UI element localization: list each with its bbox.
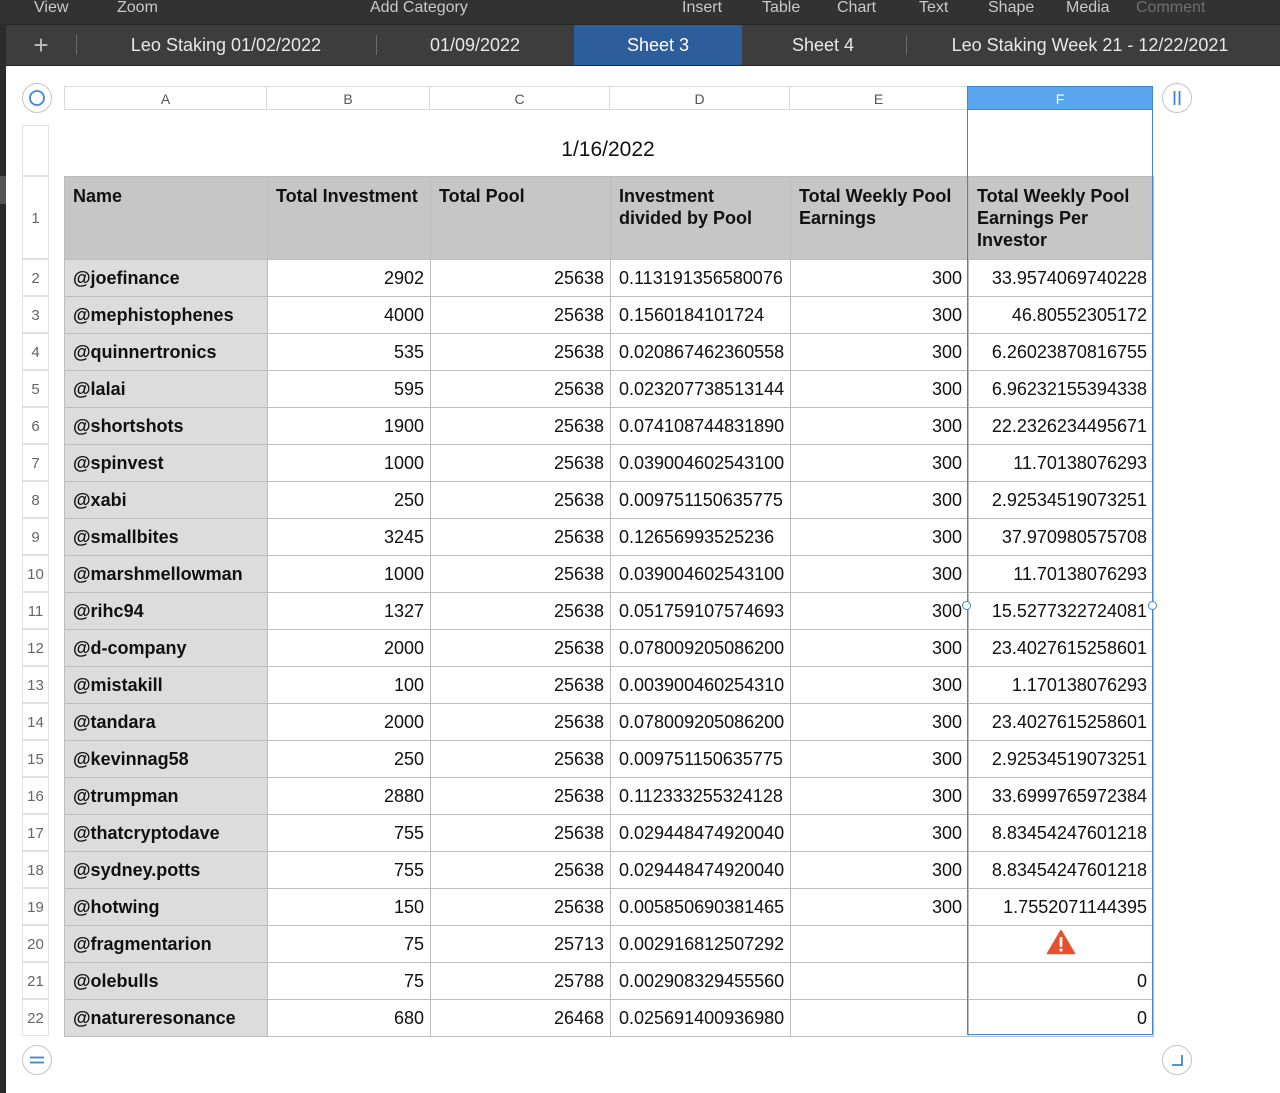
cell-total-pool[interactable]: 25638: [431, 260, 611, 297]
row-header[interactable]: 13: [22, 666, 49, 703]
cell-total-pool[interactable]: 25638: [431, 445, 611, 482]
resize-table-handle[interactable]: [1162, 1045, 1192, 1075]
add-sheet-button[interactable]: +: [33, 30, 49, 60]
cell-weekly-earnings[interactable]: 300: [791, 297, 969, 334]
cell-investment-ratio[interactable]: 0.009751150635775: [611, 741, 791, 778]
cell-earnings-per-investor[interactable]: 15.5277322724081: [969, 593, 1154, 630]
table-row: [65, 1000, 1154, 1037]
column-header-bar: [64, 86, 1154, 110]
cell-weekly-earnings[interactable]: 300: [791, 519, 969, 556]
cell-name[interactable]: @rihc94: [65, 593, 268, 630]
cell-investment-ratio[interactable]: 0.025691400936980: [611, 1000, 791, 1037]
cell-weekly-earnings[interactable]: 300: [791, 852, 969, 889]
cell-total-pool[interactable]: 25638: [431, 630, 611, 667]
cell-weekly-earnings[interactable]: 300: [791, 593, 969, 630]
column-header-f[interactable]: F: [967, 86, 1153, 110]
circle-select-icon: [23, 84, 51, 112]
cell-earnings-per-investor[interactable]: 1.7552071144395: [969, 889, 1154, 926]
cell-total-pool[interactable]: 25713: [431, 926, 611, 963]
header-earnings-per-investor[interactable]: Total Weekly Pool Earnings Per Investor: [969, 177, 1154, 260]
row-header[interactable]: 5: [22, 370, 49, 407]
cell-name[interactable]: @natureresonance: [65, 1000, 268, 1037]
cell-weekly-earnings[interactable]: [791, 963, 969, 1000]
row-header[interactable]: 4: [22, 333, 49, 370]
table-row: [65, 482, 1154, 519]
cell-investment-ratio[interactable]: 0.003900460254310: [611, 667, 791, 704]
column-header-b[interactable]: B: [266, 86, 430, 110]
select-table-button[interactable]: [22, 83, 52, 113]
cell-investment-ratio[interactable]: 0.12656993525236: [611, 519, 791, 556]
tab-sheet-3[interactable]: Sheet 3: [574, 25, 742, 65]
selection-handle-left[interactable]: [962, 601, 971, 610]
toolbar: [0, 0, 1280, 24]
cell-name[interactable]: @shortshots: [65, 408, 268, 445]
toolbar-comment[interactable]: Comment: [1136, 0, 1206, 16]
cell-weekly-earnings[interactable]: 300: [791, 408, 969, 445]
table-row: [65, 297, 1154, 334]
row-header[interactable]: 15: [22, 740, 49, 777]
column-header-d[interactable]: D: [609, 86, 790, 110]
cell-investment-ratio[interactable]: 0.1560184101724: [611, 297, 791, 334]
cell-earnings-per-investor[interactable]: 22.2326234495671: [969, 408, 1154, 445]
column-header-c[interactable]: C: [429, 86, 610, 110]
cell-total-investment[interactable]: 1000: [268, 556, 431, 593]
table-row: [65, 815, 1154, 852]
toolbar-text[interactable]: Text: [919, 0, 949, 16]
cell-total-pool[interactable]: 25638: [431, 889, 611, 926]
cell-earnings-per-investor[interactable]: 33.6999765972384: [969, 778, 1154, 815]
header-name[interactable]: Name: [65, 177, 268, 260]
cell-weekly-earnings[interactable]: 300: [791, 815, 969, 852]
cell-total-investment[interactable]: 75: [268, 926, 431, 963]
cell-name[interactable]: @fragmentarion: [65, 926, 268, 963]
cell-investment-ratio[interactable]: 0.074108744831890: [611, 408, 791, 445]
cell-name[interactable]: @olebulls: [65, 963, 268, 1000]
cell-investment-ratio[interactable]: 0.039004602543100: [611, 556, 791, 593]
toolbar-chart[interactable]: Chart: [837, 0, 877, 16]
cell-name[interactable]: @marshmellowman: [65, 556, 268, 593]
cell-investment-ratio[interactable]: 0.029448474920040: [611, 815, 791, 852]
cell-total-investment[interactable]: 2902: [268, 260, 431, 297]
row-header[interactable]: 7: [22, 444, 49, 481]
row-header[interactable]: 16: [22, 777, 49, 814]
cell-total-pool[interactable]: 25638: [431, 556, 611, 593]
header-total-pool[interactable]: Total Pool: [431, 177, 611, 260]
cell-investment-ratio[interactable]: 0.039004602543100: [611, 445, 791, 482]
cell-total-investment[interactable]: 75: [268, 963, 431, 1000]
cell-investment-ratio[interactable]: 0.112333255324128: [611, 778, 791, 815]
cell-total-pool[interactable]: 25638: [431, 334, 611, 371]
row-header[interactable]: 8: [22, 481, 49, 518]
cell-total-pool[interactable]: 25638: [431, 778, 611, 815]
row-header[interactable]: 3: [22, 296, 49, 333]
cell-earnings-per-investor[interactable]: 46.80552305172: [969, 297, 1154, 334]
toolbar-table[interactable]: Table: [762, 0, 801, 16]
row-header[interactable]: 12: [22, 629, 49, 666]
cell-name[interactable]: @d-company: [65, 630, 268, 667]
row-header[interactable]: 10: [22, 555, 49, 592]
column-handle-icon: [1163, 84, 1191, 112]
cell-total-investment[interactable]: 1900: [268, 408, 431, 445]
cell-total-investment[interactable]: 595: [268, 371, 431, 408]
table-row: [65, 704, 1154, 741]
cell-total-pool[interactable]: 25788: [431, 963, 611, 1000]
cell-weekly-earnings[interactable]: 300: [791, 741, 969, 778]
row-header-1[interactable]: 1: [22, 176, 49, 259]
selection-handle-right[interactable]: [1148, 601, 1157, 610]
cell-total-investment[interactable]: 250: [268, 482, 431, 519]
cell-earnings-per-investor[interactable]: 0: [969, 1000, 1154, 1037]
tab-separator: [906, 35, 907, 55]
cell-name[interactable]: @mephistophenes: [65, 297, 268, 334]
cell-weekly-earnings[interactable]: 300: [791, 630, 969, 667]
cell-total-pool[interactable]: 25638: [431, 704, 611, 741]
add-column-handle[interactable]: [1162, 83, 1192, 113]
table-row: [65, 630, 1154, 667]
row-header[interactable]: 14: [22, 703, 49, 740]
tab-leo-staking-01-02-2022[interactable]: Leo Staking 01/02/2022: [130, 35, 322, 55]
cell-total-pool[interactable]: 25638: [431, 297, 611, 334]
cell-total-pool[interactable]: 26468: [431, 1000, 611, 1037]
cell-weekly-earnings[interactable]: [791, 1000, 969, 1037]
cell-total-pool[interactable]: 25638: [431, 852, 611, 889]
cell-total-pool[interactable]: 25638: [431, 593, 611, 630]
staking-table: [64, 176, 1154, 1037]
tab-01-09-2022[interactable]: 01/09/2022: [429, 35, 521, 55]
add-row-handle[interactable]: [22, 1045, 52, 1075]
cell-total-investment[interactable]: 755: [268, 815, 431, 852]
cell-total-investment[interactable]: 2880: [268, 778, 431, 815]
cell-name[interactable]: @sydney.potts: [65, 852, 268, 889]
cell-name[interactable]: @tandara: [65, 704, 268, 741]
table-row: [65, 667, 1154, 704]
header-row: [65, 177, 1154, 260]
cell-investment-ratio[interactable]: 0.002916812507292: [611, 926, 791, 963]
cell-total-pool[interactable]: 25638: [431, 519, 611, 556]
cell-total-pool[interactable]: 25638: [431, 371, 611, 408]
cell-name[interactable]: @spinvest: [65, 445, 268, 482]
table-row: [65, 852, 1154, 889]
table-row: [65, 334, 1154, 371]
toolbar-media[interactable]: Media: [1066, 0, 1110, 16]
cell-total-investment[interactable]: 3245: [268, 519, 431, 556]
cell-investment-ratio[interactable]: 0.020867462360558: [611, 334, 791, 371]
cell-name[interactable]: @hotwing: [65, 889, 268, 926]
cell-earnings-per-investor[interactable]: 23.4027615258601: [969, 704, 1154, 741]
warning-icon[interactable]: [1046, 929, 1076, 955]
table-row: [65, 556, 1154, 593]
header-total-investment[interactable]: Total Investment: [268, 177, 431, 260]
cell-earnings-per-investor[interactable]: [969, 926, 1154, 963]
cell-investment-ratio[interactable]: 0.029448474920040: [611, 852, 791, 889]
sheet-tab-bar: [6, 24, 1280, 66]
cell-earnings-per-investor[interactable]: 0: [969, 963, 1154, 1000]
tab-sheet-4[interactable]: Sheet 4: [791, 35, 855, 55]
row-header[interactable]: 22: [22, 999, 49, 1036]
cell-earnings-per-investor[interactable]: 11.70138076293: [969, 445, 1154, 482]
toolbar-zoom[interactable]: Zoom: [117, 0, 158, 16]
row-header[interactable]: 17: [22, 814, 49, 851]
cell-investment-ratio[interactable]: 0.005850690381465: [611, 889, 791, 926]
table-row: [65, 741, 1154, 778]
row-header[interactable]: 19: [22, 888, 49, 925]
corner-resize-icon: [1163, 1046, 1191, 1074]
toolbar-insert[interactable]: Insert: [682, 0, 723, 16]
cell-total-investment[interactable]: 250: [268, 741, 431, 778]
cell-name[interactable]: @lalai: [65, 371, 268, 408]
cell-earnings-per-investor[interactable]: 1.170138076293: [969, 667, 1154, 704]
cell-total-investment[interactable]: 2000: [268, 630, 431, 667]
cell-earnings-per-investor[interactable]: 11.70138076293: [969, 556, 1154, 593]
cell-name[interactable]: @thatcryptodave: [65, 815, 268, 852]
toolbar-view[interactable]: View: [34, 0, 69, 16]
header-investment-divided-by-pool[interactable]: Investment divided by Pool: [611, 177, 791, 260]
cell-name[interactable]: @trumpman: [65, 778, 268, 815]
column-header-e[interactable]: E: [789, 86, 968, 110]
table-row: [65, 445, 1154, 482]
cell-earnings-per-investor[interactable]: 23.4027615258601: [969, 630, 1154, 667]
cell-investment-ratio[interactable]: 0.078009205086200: [611, 630, 791, 667]
cell-earnings-per-investor[interactable]: 8.83454247601218: [969, 815, 1154, 852]
column-header-a[interactable]: A: [64, 86, 267, 110]
cell-weekly-earnings[interactable]: 300: [791, 667, 969, 704]
cell-earnings-per-investor[interactable]: 33.9574069740228: [969, 260, 1154, 297]
edge-marker: [0, 176, 6, 204]
toolbar-add-category[interactable]: Add Category: [370, 0, 468, 16]
cell-name[interactable]: @kevinnag58: [65, 741, 268, 778]
cell-weekly-earnings[interactable]: 300: [791, 445, 969, 482]
table-row: [65, 778, 1154, 815]
table-row: [65, 963, 1154, 1000]
cell-total-investment[interactable]: 1000: [268, 445, 431, 482]
cell-earnings-per-investor[interactable]: 2.92534519073251: [969, 482, 1154, 519]
cell-total-investment[interactable]: 4000: [268, 297, 431, 334]
cell-weekly-earnings[interactable]: 300: [791, 482, 969, 519]
cell-total-pool[interactable]: 25638: [431, 667, 611, 704]
cell-earnings-per-investor[interactable]: 8.83454247601218: [969, 852, 1154, 889]
cell-weekly-earnings[interactable]: [791, 926, 969, 963]
cell-investment-ratio[interactable]: 0.113191356580076: [611, 260, 791, 297]
cell-total-pool[interactable]: 25638: [431, 482, 611, 519]
cell-weekly-earnings[interactable]: 300: [791, 556, 969, 593]
cell-investment-ratio[interactable]: 0.002908329455560: [611, 963, 791, 1000]
cell-total-pool[interactable]: 25638: [431, 815, 611, 852]
row-header[interactable]: 18: [22, 851, 49, 888]
cell-total-investment[interactable]: 755: [268, 852, 431, 889]
cell-total-pool[interactable]: 25638: [431, 741, 611, 778]
toolbar-shape[interactable]: Shape: [988, 0, 1035, 16]
cell-total-investment[interactable]: 100: [268, 667, 431, 704]
cell-total-investment[interactable]: 150: [268, 889, 431, 926]
cell-total-investment[interactable]: 535: [268, 334, 431, 371]
cell-name[interactable]: @quinnertronics: [65, 334, 268, 371]
header-total-weekly-pool-earnings[interactable]: Total Weekly Pool Earnings: [791, 177, 969, 260]
cell-earnings-per-investor[interactable]: 6.26023870816755: [969, 334, 1154, 371]
table-row: [65, 519, 1154, 556]
cell-total-pool[interactable]: 25638: [431, 408, 611, 445]
row-header[interactable]: 21: [22, 962, 49, 999]
cell-investment-ratio[interactable]: 0.051759107574693: [611, 593, 791, 630]
row-header[interactable]: 20: [22, 925, 49, 962]
cell-earnings-per-investor[interactable]: 6.96232155394338: [969, 371, 1154, 408]
row-header[interactable]: 11: [22, 592, 49, 629]
cell-weekly-earnings[interactable]: 300: [791, 334, 969, 371]
cell-weekly-earnings[interactable]: 300: [791, 704, 969, 741]
table-row: [65, 889, 1154, 926]
tab-leo-staking-week-21[interactable]: Leo Staking Week 21 - 12/22/2021: [951, 35, 1229, 55]
cell-total-investment[interactable]: 1327: [268, 593, 431, 630]
cell-investment-ratio[interactable]: 0.078009205086200: [611, 704, 791, 741]
table-row: [65, 593, 1154, 630]
cell-investment-ratio[interactable]: 0.009751150635775: [611, 482, 791, 519]
table-row: [65, 260, 1154, 297]
table-row: [65, 926, 1154, 963]
row-handle-icon: [23, 1046, 51, 1074]
table-row: [65, 408, 1154, 445]
cell-name[interactable]: @joefinance: [65, 260, 268, 297]
row-header[interactable]: 2: [22, 259, 49, 296]
cell-earnings-per-investor[interactable]: 2.92534519073251: [969, 741, 1154, 778]
row-header[interactable]: 6: [22, 407, 49, 444]
table-row: [65, 371, 1154, 408]
cell-weekly-earnings[interactable]: 300: [791, 260, 969, 297]
window-left-edge: [0, 24, 6, 1093]
cell-name[interactable]: @mistakill: [65, 667, 268, 704]
row-header-title[interactable]: [22, 125, 49, 176]
sheet-title[interactable]: 1/16/2022: [561, 138, 655, 161]
cell-name[interactable]: @xabi: [65, 482, 268, 519]
cell-weekly-earnings[interactable]: 300: [791, 778, 969, 815]
row-header[interactable]: 9: [22, 518, 49, 555]
cell-weekly-earnings[interactable]: 300: [791, 371, 969, 408]
cell-total-investment[interactable]: 2000: [268, 704, 431, 741]
cell-earnings-per-investor[interactable]: 37.970980575708: [969, 519, 1154, 556]
cell-weekly-earnings[interactable]: 300: [791, 889, 969, 926]
cell-investment-ratio[interactable]: 0.023207738513144: [611, 371, 791, 408]
cell-name[interactable]: @smallbites: [65, 519, 268, 556]
cell-total-investment[interactable]: 680: [268, 1000, 431, 1037]
